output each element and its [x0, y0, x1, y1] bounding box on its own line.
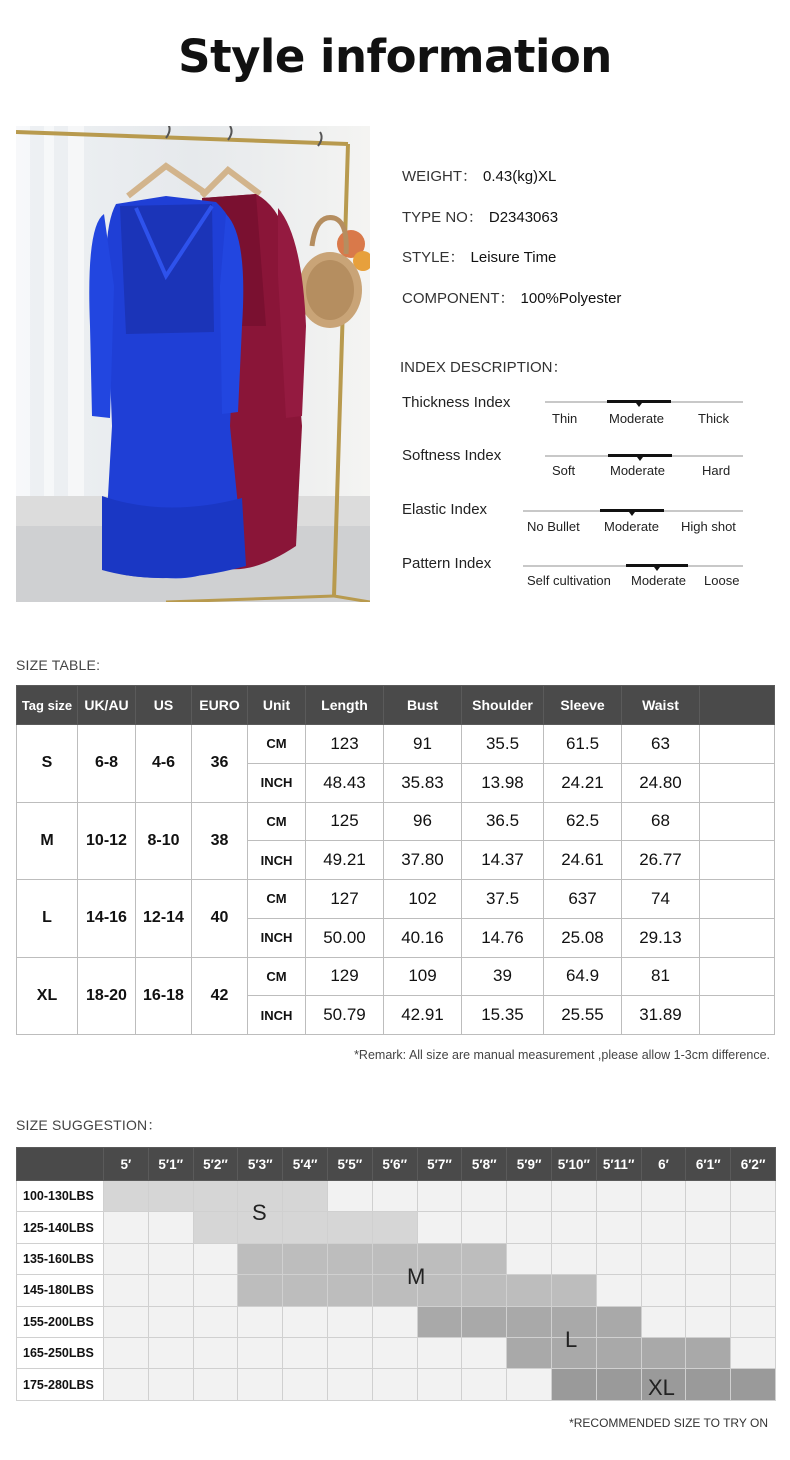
- table-row: [17, 1306, 776, 1337]
- pattern-option: Loose: [704, 573, 740, 588]
- weight-value: 0.43(kg)XL: [483, 168, 557, 185]
- empty-cell: [238, 1337, 283, 1368]
- empty-cell: [327, 1181, 372, 1212]
- euro-cell: 42: [192, 957, 248, 1035]
- empty-cell: [462, 1369, 507, 1400]
- empty-cell: [731, 1306, 776, 1337]
- height-header: 6′1″: [686, 1148, 731, 1181]
- size-cell-m: [238, 1275, 283, 1306]
- column-header: UK/AU: [78, 686, 136, 725]
- component-label: COMPONENT：: [402, 290, 515, 307]
- sleeve-cell: 25.08: [544, 918, 622, 957]
- weight-cell: 125-140LBS: [17, 1212, 104, 1243]
- column-header: Length: [306, 686, 384, 725]
- empty-cell: [731, 1212, 776, 1243]
- waist-cell: 24.80: [622, 763, 700, 802]
- unit-cell: INCH: [248, 841, 306, 880]
- empty-cell: [686, 1212, 731, 1243]
- size-table-label: SIZE TABLE:: [16, 657, 101, 673]
- height-header: 5′10″: [551, 1148, 596, 1181]
- empty-cell: [596, 1275, 641, 1306]
- empty-cell: [327, 1306, 372, 1337]
- height-header: 5′9″: [507, 1148, 552, 1181]
- column-header: Sleeve: [544, 686, 622, 725]
- size-cell-m: [327, 1243, 372, 1274]
- euro-cell: 40: [192, 880, 248, 958]
- empty-cell: [700, 841, 775, 880]
- bust-cell: 37.80: [384, 841, 462, 880]
- size-cell-xl: [731, 1369, 776, 1400]
- waist-cell: 74: [622, 880, 700, 919]
- table-row: [17, 802, 775, 841]
- empty-cell: [193, 1306, 238, 1337]
- softness-option: Moderate: [610, 463, 665, 478]
- sleeve-cell: 637: [544, 880, 622, 919]
- elastic-option: Moderate: [604, 519, 659, 534]
- size-suggestion-table: [16, 1147, 776, 1401]
- empty-cell: [104, 1275, 149, 1306]
- empty-cell: [417, 1369, 462, 1400]
- table-row: [17, 957, 775, 996]
- size-cell-l: [641, 1337, 686, 1368]
- empty-cell: [551, 1212, 596, 1243]
- size-cell-s: [193, 1212, 238, 1243]
- empty-cell: [596, 1181, 641, 1212]
- waist-cell: 29.13: [622, 918, 700, 957]
- empty-cell: [193, 1275, 238, 1306]
- size-cell-m: [507, 1275, 552, 1306]
- empty-cell: [700, 996, 775, 1035]
- softness-option: Hard: [702, 463, 731, 478]
- bust-cell: 42.91: [384, 996, 462, 1035]
- empty-cell: [700, 763, 775, 802]
- table-row: [17, 1181, 776, 1212]
- empty-cell: [507, 1369, 552, 1400]
- empty-cell: [148, 1369, 193, 1400]
- bust-cell: 91: [384, 725, 462, 764]
- softness-index-pointer: [637, 457, 643, 461]
- uk-au-cell: 10-12: [78, 802, 136, 880]
- length-cell: 125: [306, 802, 384, 841]
- weight-row: [402, 165, 556, 186]
- empty-cell: [148, 1212, 193, 1243]
- empty-cell: [462, 1181, 507, 1212]
- unit-cell: CM: [248, 725, 306, 764]
- size-cell-s: [372, 1212, 417, 1243]
- style-row: [402, 246, 556, 267]
- size-cell-l: [596, 1337, 641, 1368]
- height-header: 5′3″: [238, 1148, 283, 1181]
- style-label: STYLE：: [402, 249, 465, 266]
- size-table-header: [17, 686, 775, 725]
- empty-cell: [700, 918, 775, 957]
- size-cell-s: [283, 1212, 328, 1243]
- product-photo: [16, 126, 370, 602]
- size-cell-l: [417, 1306, 462, 1337]
- empty-cell: [104, 1212, 149, 1243]
- empty-cell: [417, 1212, 462, 1243]
- column-header: US: [136, 686, 192, 725]
- empty-cell: [283, 1369, 328, 1400]
- empty-cell: [372, 1306, 417, 1337]
- us-cell: 16-18: [136, 957, 192, 1035]
- length-cell: 49.21: [306, 841, 384, 880]
- empty-cell: [104, 1306, 149, 1337]
- length-cell: 129: [306, 957, 384, 996]
- table-row: [17, 1275, 776, 1306]
- empty-cell: [238, 1306, 283, 1337]
- empty-cell: [238, 1369, 283, 1400]
- empty-cell: [507, 1181, 552, 1212]
- empty-cell: [372, 1337, 417, 1368]
- waist-cell: 68: [622, 802, 700, 841]
- us-cell: 12-14: [136, 880, 192, 958]
- size-cell-l: [507, 1337, 552, 1368]
- empty-cell: [551, 1243, 596, 1274]
- size-cell-l: [462, 1306, 507, 1337]
- bust-cell: 96: [384, 802, 462, 841]
- sleeve-cell: 24.61: [544, 841, 622, 880]
- euro-cell: 38: [192, 802, 248, 880]
- shoulder-cell: 37.5: [462, 880, 544, 919]
- weight-cell: 145-180LBS: [17, 1275, 104, 1306]
- uk-au-cell: 18-20: [78, 957, 136, 1035]
- table-row: [17, 880, 775, 919]
- unit-cell: INCH: [248, 996, 306, 1035]
- empty-cell: [686, 1243, 731, 1274]
- sleeve-cell: 61.5: [544, 725, 622, 764]
- size-cell-l: [686, 1337, 731, 1368]
- elastic-index-pointer: [629, 512, 635, 516]
- empty-cell: [731, 1337, 776, 1368]
- waist-cell: 31.89: [622, 996, 700, 1035]
- corner-header: [17, 1148, 104, 1181]
- weight-cell: 135-160LBS: [17, 1243, 104, 1274]
- shoulder-cell: 13.98: [462, 763, 544, 802]
- sleeve-cell: 25.55: [544, 996, 622, 1035]
- height-header: 5′2″: [193, 1148, 238, 1181]
- page-title: Style information: [178, 30, 612, 83]
- empty-cell: [104, 1369, 149, 1400]
- unit-cell: CM: [248, 802, 306, 841]
- table-row: [17, 1212, 776, 1243]
- empty-cell: [148, 1243, 193, 1274]
- elastic-option: High shot: [681, 519, 736, 534]
- thickness-option: Thick: [698, 411, 730, 426]
- empty-cell: [104, 1337, 149, 1368]
- height-header: 6′2″: [731, 1148, 776, 1181]
- shoulder-cell: 36.5: [462, 802, 544, 841]
- type-row: [402, 206, 558, 227]
- weight-cell: 155-200LBS: [17, 1306, 104, 1337]
- empty-cell: [731, 1243, 776, 1274]
- column-header: EURO: [192, 686, 248, 725]
- size-cell-m: [283, 1243, 328, 1274]
- waist-cell: 81: [622, 957, 700, 996]
- size-cell-m: [462, 1243, 507, 1274]
- empty-cell: [641, 1181, 686, 1212]
- size-cell-s: [283, 1181, 328, 1212]
- recommend-note: *RECOMMENDED SIZE TO TRY ON: [569, 1416, 768, 1430]
- shoulder-cell: 35.5: [462, 725, 544, 764]
- waist-cell: 63: [622, 725, 700, 764]
- sleeve-cell: 24.21: [544, 763, 622, 802]
- remark-note: *Remark: All size are manual measurement ,please allow 1-3cm difference.: [354, 1048, 770, 1062]
- tag-size-cell: L: [17, 880, 78, 958]
- unit-cell: INCH: [248, 918, 306, 957]
- type-label: TYPE NO：: [402, 209, 483, 226]
- table-row: [17, 725, 775, 764]
- index-description-label: INDEX DESCRIPTION：: [400, 359, 568, 376]
- weight-cell: 100-130LBS: [17, 1181, 104, 1212]
- empty-cell: [686, 1275, 731, 1306]
- elastic-index-label: Elastic Index: [402, 501, 488, 518]
- empty-cell: [731, 1181, 776, 1212]
- empty-cell: [417, 1181, 462, 1212]
- empty-cell: [372, 1369, 417, 1400]
- empty-cell: [372, 1181, 417, 1212]
- height-header: 5′: [104, 1148, 149, 1181]
- height-header: 6′: [641, 1148, 686, 1181]
- softness-option: Soft: [552, 463, 576, 478]
- size-cell-s: [148, 1181, 193, 1212]
- size-label-xl: XL: [648, 1375, 675, 1400]
- thickness-option: Moderate: [609, 411, 664, 426]
- empty-cell: [700, 725, 775, 764]
- pattern-index-pointer: [654, 567, 660, 571]
- empty-cell: [686, 1181, 731, 1212]
- empty-cell: [700, 802, 775, 841]
- pattern-option: Self cultivation: [527, 573, 611, 588]
- bust-cell: 102: [384, 880, 462, 919]
- empty-cell: [731, 1275, 776, 1306]
- thickness-index-pointer: [636, 403, 642, 407]
- empty-cell: [148, 1337, 193, 1368]
- pattern-option: Moderate: [631, 573, 686, 588]
- height-header: 5′6″: [372, 1148, 417, 1181]
- tag-size-cell: S: [17, 725, 78, 803]
- empty-cell: [641, 1306, 686, 1337]
- height-header: 5′5″: [327, 1148, 372, 1181]
- size-cell-m: [327, 1275, 372, 1306]
- component-value: 100%Polyester: [520, 290, 622, 307]
- size-cell-xl: [686, 1369, 731, 1400]
- empty-cell: [507, 1212, 552, 1243]
- shoulder-cell: 14.37: [462, 841, 544, 880]
- sleeve-cell: 64.9: [544, 957, 622, 996]
- us-cell: 4-6: [136, 725, 192, 803]
- size-label-s: S: [252, 1200, 267, 1225]
- height-header: 5′7″: [417, 1148, 462, 1181]
- column-header: Tag size: [17, 686, 78, 725]
- shoulder-cell: 15.35: [462, 996, 544, 1035]
- style-value: Leisure Time: [470, 249, 557, 266]
- length-cell: 123: [306, 725, 384, 764]
- thickness-index-label: Thickness Index: [402, 394, 511, 411]
- height-header: 5′4″: [283, 1148, 328, 1181]
- length-cell: 127: [306, 880, 384, 919]
- unit-cell: CM: [248, 957, 306, 996]
- empty-cell: [462, 1337, 507, 1368]
- size-table: [16, 685, 775, 1035]
- empty-cell: [327, 1369, 372, 1400]
- empty-cell: [641, 1212, 686, 1243]
- size-suggestion-label: SIZE SUGGESTION：: [16, 1117, 162, 1133]
- size-cell-s: [327, 1212, 372, 1243]
- height-header: 5′11″: [596, 1148, 641, 1181]
- size-cell-s: [104, 1181, 149, 1212]
- size-cell-m: [551, 1275, 596, 1306]
- table-row: [17, 1243, 776, 1274]
- unit-cell: CM: [248, 880, 306, 919]
- waist-cell: 26.77: [622, 841, 700, 880]
- size-cell-xl: [551, 1369, 596, 1400]
- length-cell: 50.00: [306, 918, 384, 957]
- empty-cell: [507, 1243, 552, 1274]
- column-header: Shoulder: [462, 686, 544, 725]
- column-header: [700, 686, 775, 725]
- empty-cell: [686, 1306, 731, 1337]
- bust-cell: 40.16: [384, 918, 462, 957]
- elastic-option: No Bullet: [527, 519, 580, 534]
- length-cell: 48.43: [306, 763, 384, 802]
- weight-label: WEIGHT：: [402, 168, 477, 185]
- sleeve-cell: 62.5: [544, 802, 622, 841]
- size-label-l: L: [565, 1327, 578, 1352]
- suggestion-header: [17, 1148, 776, 1181]
- softness-index-label: Softness Index: [402, 447, 502, 464]
- size-label-m: M: [407, 1264, 426, 1289]
- empty-cell: [193, 1337, 238, 1368]
- weight-cell: 175-280LBS: [17, 1369, 104, 1400]
- empty-cell: [641, 1275, 686, 1306]
- bust-cell: 109: [384, 957, 462, 996]
- empty-cell: [462, 1212, 507, 1243]
- empty-cell: [551, 1181, 596, 1212]
- empty-cell: [700, 957, 775, 996]
- weight-cell: 165-250LBS: [17, 1337, 104, 1368]
- empty-cell: [417, 1337, 462, 1368]
- empty-cell: [148, 1275, 193, 1306]
- pattern-index-label: Pattern Index: [402, 555, 492, 572]
- empty-cell: [641, 1243, 686, 1274]
- bust-cell: 35.83: [384, 763, 462, 802]
- thickness-option: Thin: [552, 411, 578, 426]
- uk-au-cell: 6-8: [78, 725, 136, 803]
- size-cell-l: [596, 1306, 641, 1337]
- uk-au-cell: 14-16: [78, 880, 136, 958]
- length-cell: 50.79: [306, 996, 384, 1035]
- size-cell-m: [238, 1243, 283, 1274]
- empty-cell: [283, 1306, 328, 1337]
- type-value: D2343063: [488, 209, 559, 226]
- size-cell-xl: [596, 1369, 641, 1400]
- height-header: 5′8″: [462, 1148, 507, 1181]
- empty-cell: [283, 1337, 328, 1368]
- us-cell: 8-10: [136, 802, 192, 880]
- unit-cell: INCH: [248, 763, 306, 802]
- component-row: [402, 287, 621, 308]
- height-header: 5′1″: [148, 1148, 193, 1181]
- shoulder-cell: 14.76: [462, 918, 544, 957]
- table-row: [17, 1337, 776, 1368]
- tag-size-cell: XL: [17, 957, 78, 1035]
- column-header: Bust: [384, 686, 462, 725]
- empty-cell: [596, 1212, 641, 1243]
- empty-cell: [104, 1243, 149, 1274]
- empty-cell: [327, 1337, 372, 1368]
- column-header: Unit: [248, 686, 306, 725]
- shoulder-cell: 39: [462, 957, 544, 996]
- euro-cell: 36: [192, 725, 248, 803]
- size-cell-s: [193, 1181, 238, 1212]
- empty-cell: [700, 880, 775, 919]
- empty-cell: [148, 1306, 193, 1337]
- size-cell-l: [507, 1306, 552, 1337]
- column-header: Waist: [622, 686, 700, 725]
- empty-cell: [596, 1243, 641, 1274]
- size-cell-m: [283, 1275, 328, 1306]
- size-cell-m: [462, 1275, 507, 1306]
- tag-size-cell: M: [17, 802, 78, 880]
- empty-cell: [193, 1369, 238, 1400]
- empty-cell: [193, 1243, 238, 1274]
